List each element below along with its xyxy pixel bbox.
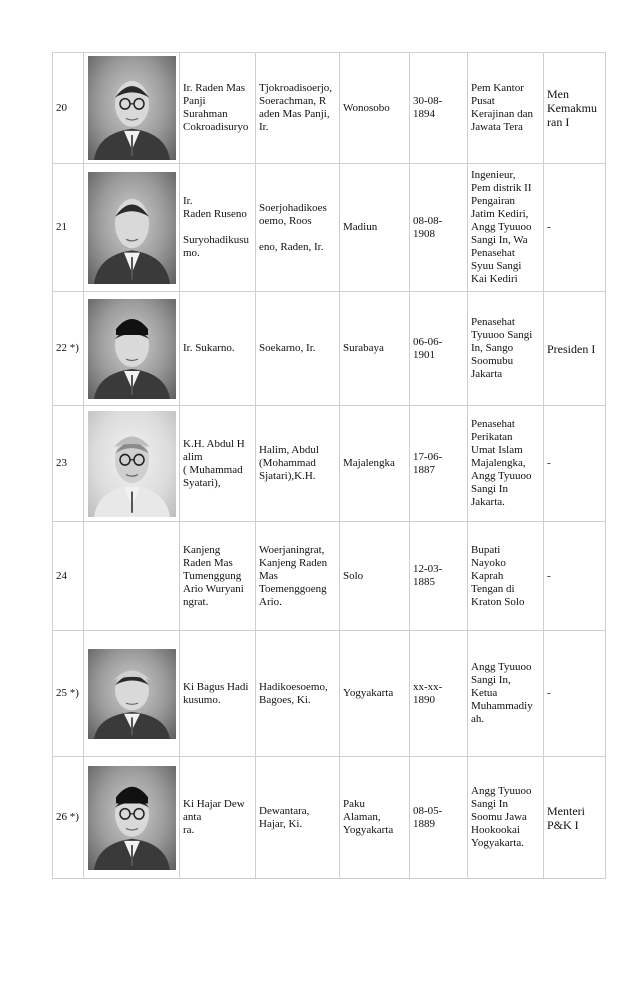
position-cell [468,292,544,406]
birthdate-cell [410,164,468,292]
member-alias: Soekarno, Ir. [259,342,316,354]
birthdate-cell [410,631,468,757]
alias-cell [256,406,340,522]
position-text: Angg Tyuuoo Sangi In Soomu Jawa Hookookai Yogyakarta. [471,785,532,849]
table-row [53,631,606,757]
alias-cell [256,164,340,292]
photo-cell [84,406,180,522]
row-number: 20 [56,101,67,114]
birthplace-cell [340,522,410,631]
member-table [52,52,606,879]
birthplace-cell [340,292,410,406]
name-cell [180,292,256,406]
name-cell [180,757,256,879]
table-row [53,406,606,522]
birthdate: xx-xx-1890 [413,680,443,706]
name-cell [180,631,256,757]
portrait-photo-icon [88,172,176,284]
alias-cell [256,53,340,164]
position-cell [468,522,544,631]
birthplace-cell [340,164,410,292]
birthplace-cell [340,53,410,164]
birthdate: 17-06-1887 [413,450,443,476]
later-role-cell [544,292,606,406]
position-text: Penasehat Tyuuoo Sangi In, Sango Soomubu Jakarta [471,316,533,380]
member-name: Ir. Sukarno. [183,342,235,354]
member-alias: Dewantara, Hajar, Ki. [259,804,310,830]
table-row [53,757,606,879]
member-name: K.H. Abdul H alim ( Muhammad Syatari), [183,437,245,489]
table-row [53,292,606,406]
row-number: 24 [56,569,67,582]
portrait-photo-icon [88,56,176,160]
portrait-photo [88,172,176,284]
portrait-photo-icon [88,649,176,739]
birthplace: Surabaya [343,342,384,354]
birthplace-cell [340,757,410,879]
portrait-photo [88,649,176,739]
name-cell [180,522,256,631]
alias-cell [256,757,340,879]
row-number-cell [53,522,84,631]
alias-cell [256,292,340,406]
name-cell [180,406,256,522]
portrait-photo [88,766,176,870]
birthplace: Majalengka [343,457,395,469]
photo-cell [84,631,180,757]
row-number: 23 [56,457,67,469]
birthplace: Solo [343,569,364,582]
birthdate: 06-06-1901 [413,335,443,361]
position-cell [468,631,544,757]
photo-cell [84,164,180,292]
member-name: Ki Bagus Hadi kusumo. [183,680,249,706]
birthdate-cell [410,522,468,631]
table-row [53,164,606,292]
later-role: - [547,221,551,233]
member-alias: Soerjohadikoes oemo, Roos eno, Raden, Ir. [259,201,327,253]
birthdate: 12-03-1885 [413,563,443,588]
birthdate-cell [410,757,468,879]
member-alias: Hadikoesoemo, Bagoes, Ki. [259,680,328,706]
row-number: 22 *) [56,342,79,354]
later-role-cell [544,164,606,292]
table-row [53,53,606,164]
later-role: Presiden I [547,341,596,356]
position-cell [468,757,544,879]
member-alias: Woerjaningrat, Kanjeng Raden Mas Toemenggoeng Ario. [259,543,328,608]
birthplace: Yogyakarta [343,687,394,699]
member-alias: Halim, Abdul (Mohammad Sjatari),K.H. [259,444,319,482]
later-role: Menteri P&K I [547,803,585,832]
birthdate: 08-05-1889 [413,804,443,830]
later-role-cell [544,631,606,757]
position-text: Pem Kantor Pusat Kerajinan dan Jawata Tera [471,82,533,133]
later-role: - [547,687,551,699]
position-cell [468,406,544,522]
later-role: - [547,569,551,582]
birthplace-cell [340,631,410,757]
later-role-cell [544,53,606,164]
photo-cell [84,53,180,164]
photo-cell [84,292,180,406]
row-number: 25 *) [56,687,79,699]
member-alias: Tjokroadisoerjo, Soerachman, R aden Mas Panji, Ir. [259,82,333,133]
table-body [53,53,606,879]
photo-cell [84,757,180,879]
portrait-photo-icon [88,766,176,870]
member-name: Ir. Raden Mas Panji Surahman Cokroadisuryo [183,82,249,133]
birthplace-cell [340,406,410,522]
photo-cell [84,522,180,631]
position-text: Ingenieur, Pem distrik II Pengairan Jatim Kediri, Angg Tyuuoo Sangi In, Wa Penasehat Syuu Sangi Kai Kediri [471,169,532,285]
member-name: Kanjeng Raden Mas Tumenggung Ario Wuryani ngrat. [183,543,244,608]
birthdate: 30-08-1894 [413,95,443,120]
position-cell [468,164,544,292]
name-cell [180,53,256,164]
position-text: Bupati Nayoko Kaprah Tengan di Kraton Solo [471,543,525,608]
position-text: Angg Tyuuoo Sangi In, Ketua Muhammadiy ah. [471,661,533,725]
position-cell [468,53,544,164]
birthdate: 08-08-1908 [413,214,443,240]
name-cell [180,164,256,292]
later-role: Men Kemakmu ran I [547,87,597,129]
birthplace: Madiun [343,221,378,233]
birthplace: Paku Alaman, Yogyakarta [343,798,394,836]
birthdate-cell [410,53,468,164]
portrait-photo [88,299,176,399]
later-role-cell [544,522,606,631]
later-role-cell [544,757,606,879]
row-number: 26 *) [56,811,79,823]
portrait-photo-icon [88,299,176,399]
position-text: Penasehat Perikatan Umat Islam Majalengka, Angg Tyuuoo Sangi In Jakarta. [471,418,532,508]
member-name: Ki Hajar Dew anta ra. [183,798,245,836]
birthplace: Wonosobo [343,101,390,114]
alias-cell [256,522,340,631]
portrait-photo-icon [88,411,176,517]
row-number-cell [53,757,84,879]
birthdate-cell [410,292,468,406]
later-role: - [547,457,551,469]
birthdate-cell [410,406,468,522]
row-number-cell [53,53,84,164]
row-number-cell [53,164,84,292]
row-number-cell [53,406,84,522]
alias-cell [256,631,340,757]
later-role-cell [544,406,606,522]
portrait-photo [88,411,176,517]
portrait-photo [88,56,176,160]
row-number: 21 [56,221,67,233]
row-number-cell [53,631,84,757]
member-name: Ir. Raden Ruseno Suryohadikusu mo. [183,195,249,259]
row-number-cell [53,292,84,406]
table-row [53,522,606,631]
